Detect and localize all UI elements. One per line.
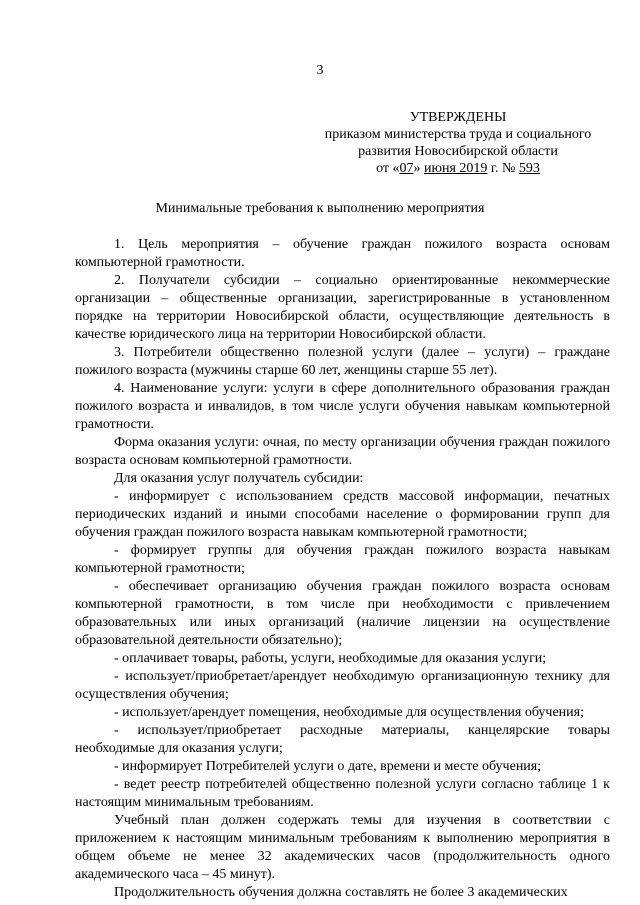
list-item: - информирует Потребителей услуги о дате, времени и месте обучения; [114,759,542,774]
list-item: - ведет реестр потребителей общественно полезной услуги согласно таблице 1 к настоящим минимальным требованиям. [75,777,610,810]
paragraph-3: 3. Потребители общественно полезной услуги (далее – услуги) – граждане пожилого возраста (мужчины старше 60 лет, женщины старше 55 лет). [75,345,610,378]
approval-line-2: развития Новосибирской области [358,144,558,159]
list-item: - использует/приобретает расходные материалы, канцелярские товары необходимые для оказания услуги; [75,723,610,756]
order-number: 593 [518,161,540,176]
page-number: 3 [316,63,324,78]
paragraph-1: 1. Цель мероприятия – обучение граждан пожилого возраста основам компьютерной грамотности. [75,237,610,270]
list-item: - оплачивает товары, работы, услуги, необходимые для оказания услуги; [114,651,547,666]
approval-day: 07 [399,161,414,176]
list-item: - формирует группы для обучения граждан пожилого возраста навыкам компьютерной грамотности; [75,543,610,576]
list-item: - обеспечивает организацию обучения граждан пожилого возраста основам компьютерной грамотности, в том числе при необходимости с привлечением образовательных или иных организаций (наличие лицензии на осуществление образовательной деятельности обязательно); [75,579,610,648]
paragraph-4: 4. Наименование услуги: услуги в сфере дополнительного образования граждан пожилого возраста и инвалидов, в том числе услуги обучения навыкам компьютерной грамотности. [75,381,610,432]
approval-line-1: приказом министерства труда и социального [324,127,592,142]
list-item: - информирует с использованием средств массовой информации, печатных периодических изданий и иными способами население о формировании групп для обучения граждан пожилого возраста навыкам компьютерной грамотности; [75,489,610,540]
approval-heading: УТВЕРЖДЕНЫ [409,110,507,125]
date-mid: » [413,161,424,176]
date-prefix: от « [376,161,400,176]
paragraph-17: Продолжительность обучения должна составлять не более 3 академических [114,885,568,900]
list-item: - использует/приобретает/арендует необходимую организационную технику для осуществления обучения; [75,669,610,702]
paragraph-6: Для оказания услуг получатель субсидии: [114,471,364,486]
document-body [75,236,610,902]
year-suffix: г. № [487,161,519,176]
document-title: Минимальные требования к выполнению мероприятия [155,201,485,216]
approval-date-line [300,160,616,177]
approval-block [300,109,616,177]
paragraph-5: Форма оказания услуги: очная, по месту организации обучения граждан пожилого возраста основам компьютерной грамотности. [75,435,610,468]
list-item: - использует/арендует помещения, необходимые для осуществления обучения; [114,705,584,720]
paragraph-16: Учебный план должен содержать темы для изучения в соответствии с приложением к настоящим минимальным требованиям к выполнению мероприятия в общем объеме не менее 32 академических часов (продолжительность одного академического часа – 45 минут). [75,813,610,882]
approval-month-year: июня 2019 [424,161,488,176]
paragraph-2: 2. Получатели субсидии – социально ориентированные некоммерческие организации – общественные организации, зарегистрированные в установленном порядке на территории Новосибирской области, осуществляющие деятельность в качестве юридического лица на территории Новосибирской области. [75,273,610,342]
